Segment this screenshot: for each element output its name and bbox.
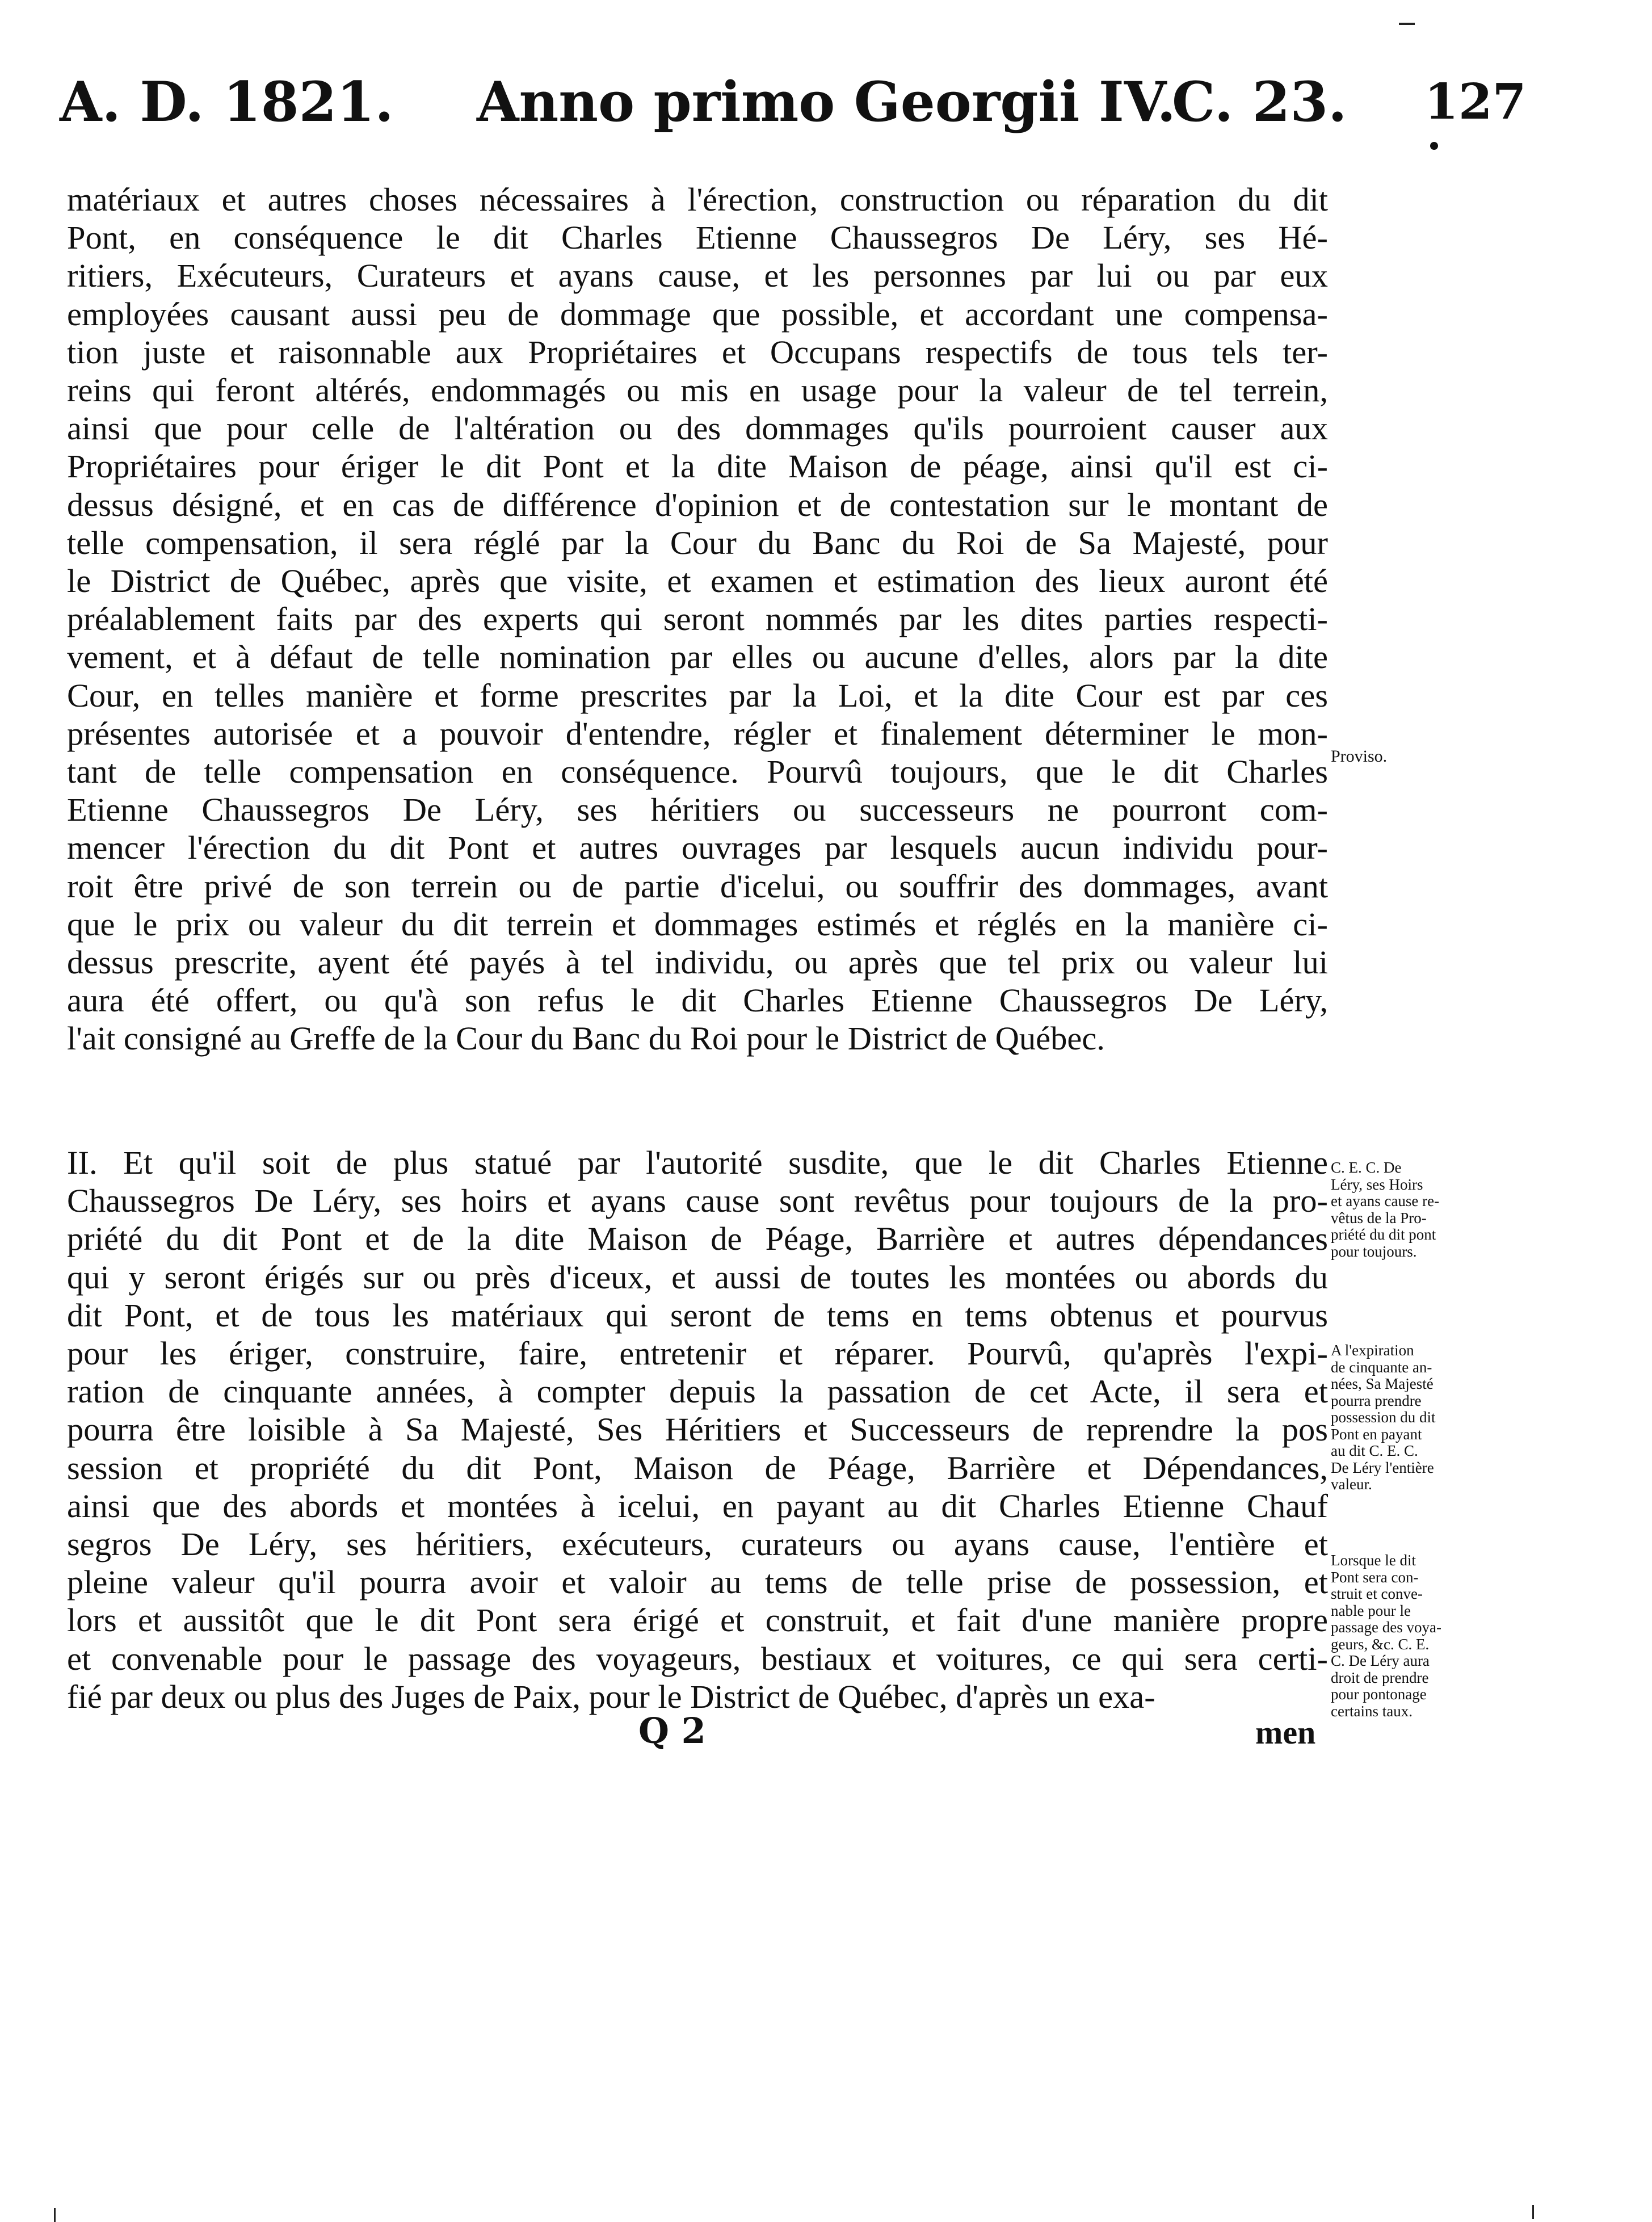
margin-note-line: Léry, ses Hoirs bbox=[1331, 1175, 1423, 1193]
text-line: ainsi que pour celle de l'altération ou des dommages qu'ils pourroient causer aux bbox=[67, 410, 1328, 447]
margin-note-line: passage des voya- bbox=[1331, 1619, 1441, 1636]
text-line: matériaux et autres choses nécessaires à l'érection, construction ou réparation du dit bbox=[67, 181, 1328, 218]
catchword: men bbox=[1255, 1714, 1316, 1751]
margin-note-line: Lorsque le dit bbox=[1331, 1552, 1416, 1569]
text-line: segros De Léry, ses héritiers, exécuteurs, curateurs ou ayans cause, l'entière et bbox=[67, 1526, 1328, 1563]
text-line: ritiers, Exécuteurs, Curateurs et ayans cause, et les personnes par lui ou par eux bbox=[67, 257, 1328, 295]
text-line: Etienne Chaussegros De Léry, ses héritiers ou successeurs ne pourront com- bbox=[67, 791, 1328, 829]
paragraph-1 bbox=[67, 180, 1328, 1058]
paragraph-2 bbox=[67, 1144, 1328, 1716]
margin-note-line: geurs, &c. C. E. bbox=[1331, 1635, 1430, 1653]
margin-note-line: C. E. C. De bbox=[1331, 1159, 1402, 1176]
margin-note-line: droit de prendre bbox=[1331, 1669, 1429, 1686]
text-line: préalablement faits par des experts qui seront nommés par les dites parties respecti- bbox=[67, 600, 1328, 638]
header-year: A. D. 1821. bbox=[60, 70, 394, 134]
margin-note-expiration bbox=[1331, 1342, 1484, 1493]
margin-note-ownership bbox=[1331, 1160, 1484, 1260]
text-line: session et propriété du dit Pont, Maison de Péage, Barrière et Dépendances, bbox=[67, 1449, 1328, 1486]
text-line: ration de cinquante années, à compter depuis la passation de cet Acte, il sera et bbox=[67, 1373, 1328, 1410]
text-line: employées causant aussi peu de dommage que possible, et accordant une compensa- bbox=[67, 295, 1328, 333]
text-line: le District de Québec, après que visite, et examen et estimation des lieux auront été bbox=[67, 562, 1328, 600]
margin-note-line: possession du dit bbox=[1331, 1409, 1436, 1426]
margin-note-line: priété du dit pont bbox=[1331, 1226, 1436, 1243]
header-title: Anno primo Georgii IV. bbox=[477, 70, 1176, 134]
signature-mark: Q 2 bbox=[638, 1710, 706, 1751]
text-line: Chaussegros De Léry, ses hoirs et ayans cause sont revêtus pour toujours de la pro- bbox=[67, 1182, 1328, 1220]
text-line: roit être privé de son terrein ou de partie d'icelui, ou souffrir des dommages, avant bbox=[67, 867, 1328, 905]
text-line: ainsi que des abords et montées à icelui, en payant au dit Charles Etienne Chauf bbox=[67, 1487, 1328, 1524]
margin-note-line: de cinquante an- bbox=[1331, 1358, 1432, 1376]
margin-note-line: valeur. bbox=[1331, 1476, 1372, 1493]
text-line: tion juste et raisonnable aux Propriétaires et Occupans respectifs de tous tels ter- bbox=[67, 333, 1328, 371]
text-line: priété du dit Pont et de la dite Maison de Péage, Barrière et autres dépendances bbox=[67, 1220, 1328, 1258]
text-line: Pont, en conséquence le dit Charles Etienne Chaussegros De Léry, ses Hé- bbox=[67, 219, 1328, 257]
margin-note-line: pourra prendre bbox=[1331, 1392, 1422, 1409]
text-line: reins qui feront altérés, endommagés ou mis en usage pour la valeur de tel terrein, bbox=[67, 372, 1328, 409]
ink-dot bbox=[1430, 142, 1438, 150]
text-line: Cour, en telles manière et forme prescrites par la Loi, et la dite Cour est par ces bbox=[67, 677, 1328, 714]
edge-mark bbox=[54, 2208, 56, 2222]
margin-note-line: nées, Sa Majesté bbox=[1331, 1375, 1434, 1392]
text-line: aura été offert, ou qu'à son refus le dit Charles Etienne Chaussegros De Léry, bbox=[67, 982, 1328, 1019]
margin-note-line: De Léry l'entière bbox=[1331, 1459, 1434, 1476]
text-line: pourra être loisible à Sa Majesté, Ses Héritiers et Successeurs de reprendre la pos bbox=[67, 1411, 1328, 1448]
text-line: dessus désigné, et en cas de différence d'opinion et de contestation sur le montant de bbox=[67, 486, 1328, 523]
margin-note-line: Pont sera con- bbox=[1331, 1568, 1419, 1586]
text-line: tant de telle compensation en conséquence. Pourvû toujours, que le dit Charles bbox=[67, 753, 1328, 791]
margin-note-line: pour pontonage bbox=[1331, 1686, 1427, 1703]
margin-note-line: et ayans cause re- bbox=[1331, 1192, 1440, 1209]
margin-note-line: au dit C. E. C. bbox=[1331, 1442, 1418, 1459]
text-line: mencer l'érection du dit Pont et autres ouvrages par lesquels aucun individu pour- bbox=[67, 829, 1328, 867]
running-header bbox=[60, 60, 1490, 145]
text-line: dessus prescrite, ayent été payés à tel individu, ou après que tel prix ou valeur lui bbox=[67, 944, 1328, 981]
margin-note-line: Pont en payant bbox=[1331, 1425, 1422, 1443]
margin-note-line: pour toujours. bbox=[1331, 1242, 1417, 1260]
text-line: dit Pont, et de tous les matériaux qui seront de tems en tems obtenus et pourvus bbox=[67, 1296, 1328, 1334]
margin-note-line: C. De Léry aura bbox=[1331, 1652, 1430, 1669]
margin-note-line: struit et conve- bbox=[1331, 1585, 1423, 1602]
margin-note-proviso bbox=[1331, 748, 1484, 765]
text-line: lors et aussitôt que le dit Pont sera érigé et construit, et fait d'une manière propre bbox=[67, 1602, 1328, 1639]
edge-dash bbox=[1399, 23, 1415, 25]
margin-note-line: certains taux. bbox=[1331, 1702, 1413, 1720]
text-line: vement, et à défaut de telle nomination par elles ou aucune d'elles, alors par la dite bbox=[67, 639, 1328, 676]
text-line: telle compensation, il sera réglé par la Cour du Banc du Roi de Sa Majesté, pour bbox=[67, 524, 1328, 561]
margin-note-line: vêtus de la Pro- bbox=[1331, 1209, 1427, 1226]
margin-note-line: Proviso. bbox=[1331, 747, 1388, 766]
text-line: et convenable pour le passage des voyageurs, bestiaux et voitures, ce qui sera certi- bbox=[67, 1640, 1328, 1677]
text-line: que le prix ou valeur du dit terrein et dommages estimés et réglés en la manière ci- bbox=[67, 905, 1328, 943]
text-line: pour les ériger, construire, faire, entretenir et réparer. Pourvû, qu'après l'expi- bbox=[67, 1335, 1328, 1372]
margin-note-line: A l'expiration bbox=[1331, 1342, 1414, 1359]
header-chapter: C. 23. bbox=[1172, 70, 1347, 134]
text-line: pleine valeur qu'il pourra avoir et valoir au tems de telle prise de possession, et bbox=[67, 1564, 1328, 1601]
text-line: qui y seront érigés sur ou près d'iceux, et aussi de toutes les montées ou abords du bbox=[67, 1258, 1328, 1296]
text-line: Propriétaires pour ériger le dit Pont et la dite Maison de péage, ainsi qu'il est ci- bbox=[67, 448, 1328, 485]
text-line: II. Et qu'il soit de plus statué par l'autorité susdite, que le dit Charles Etienne bbox=[67, 1144, 1328, 1181]
margin-note-line: nable pour le bbox=[1331, 1602, 1411, 1619]
page-number: 127 bbox=[1424, 73, 1527, 131]
text-line: fié par deux ou plus des Juges de Paix, pour le District de Québec, d'après un exa- bbox=[67, 1678, 1155, 1715]
edge-mark bbox=[1532, 2205, 1534, 2219]
margin-note-pontonage bbox=[1331, 1552, 1484, 1720]
text-line: présentes autorisée et a pouvoir d'entendre, régler et finalement déterminer le mon- bbox=[67, 715, 1328, 752]
text-line: l'ait consigné au Greffe de la Cour du Banc du Roi pour le District de Québec. bbox=[67, 1020, 1105, 1057]
